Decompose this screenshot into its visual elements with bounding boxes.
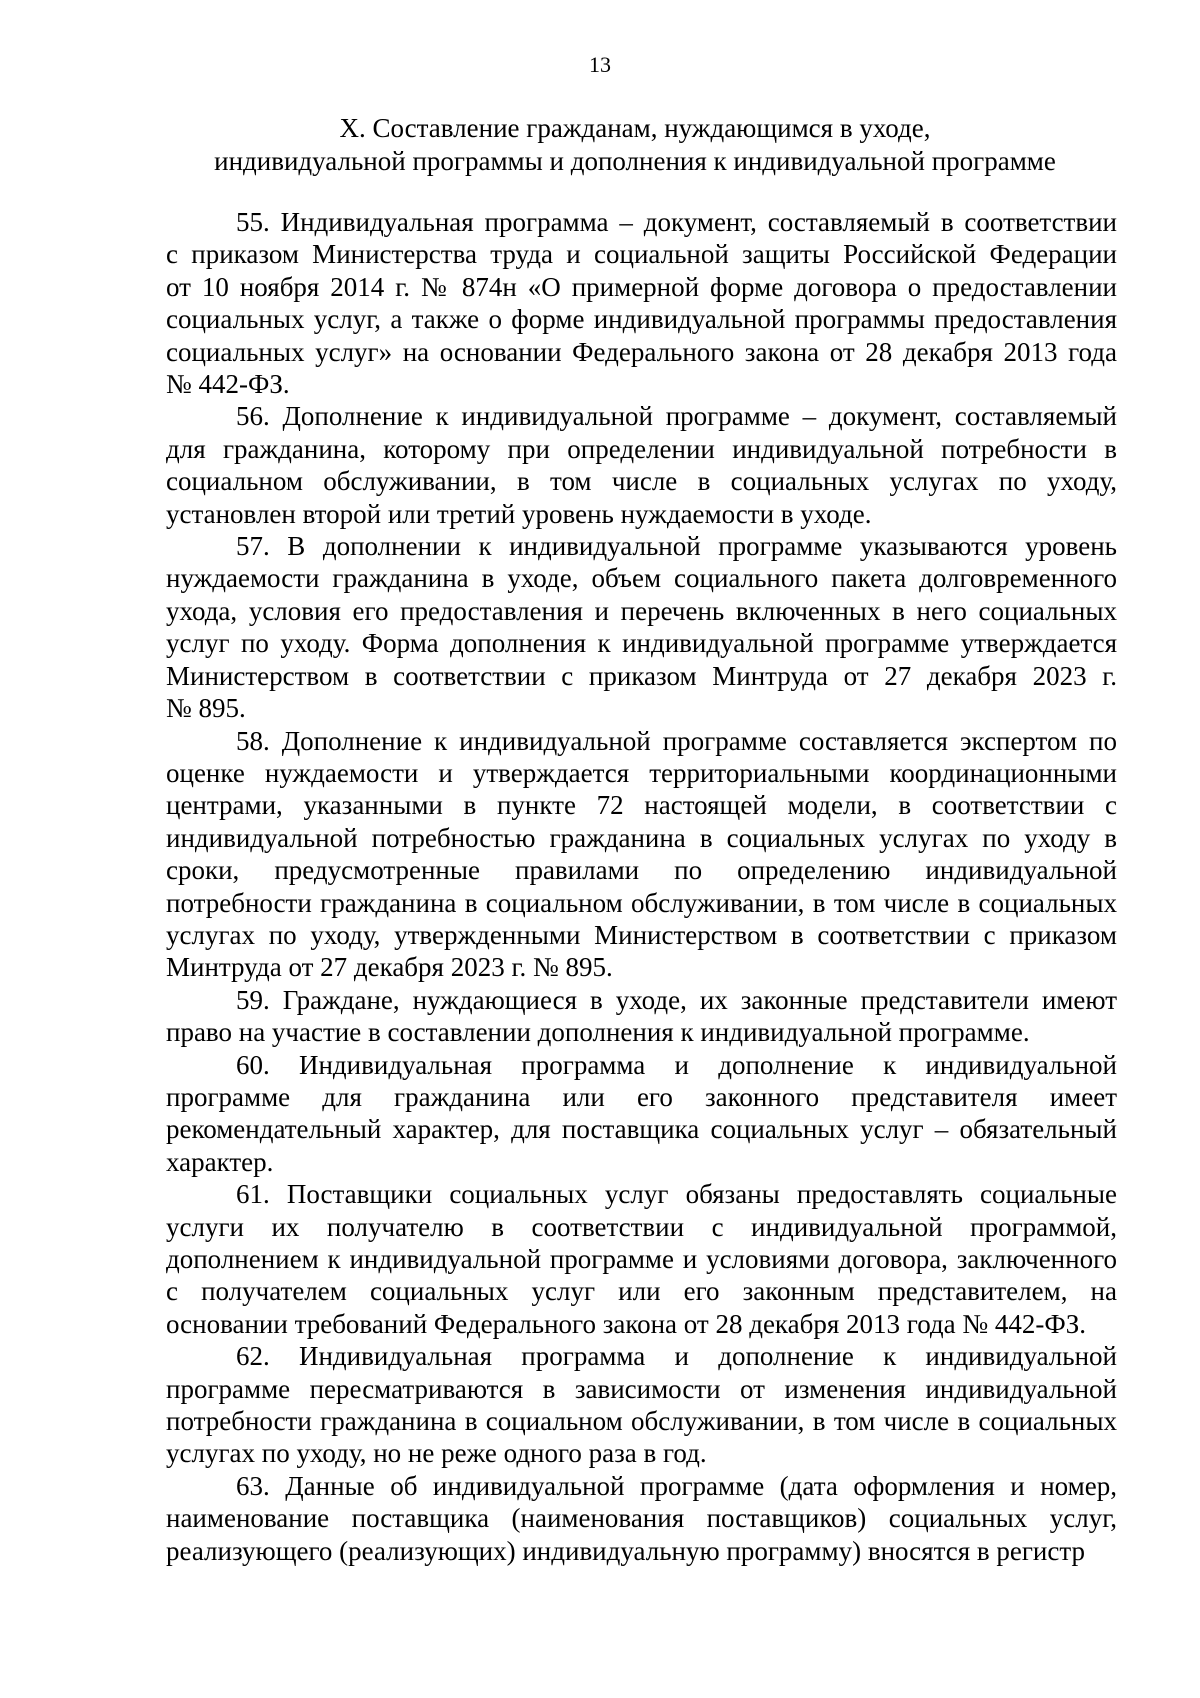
paragraph-line: реализующего (реализующих) индивидуальную программу) вносятся в регистр [166, 1535, 1085, 1566]
paragraph-line: наименование поставщика (наименования поставщиков) социальных услуг, [166, 1503, 1117, 1534]
paragraph-line: нуждаемости гражданина в уходе, объем социального пакета долговременного [166, 563, 1117, 594]
paragraph-line: 59. Граждане, нуждающиеся в уходе, их законные представители имеют [236, 984, 1117, 1015]
paragraph-line: от 10 ноября 2014 г. № 874н «О примерной форме договора о предоставлении [166, 271, 1117, 302]
paragraph-line: рекомендательный характер, для поставщика социальных услуг – обязательный [166, 1114, 1117, 1145]
section-heading [150, 112, 1120, 178]
document-body [166, 206, 1117, 1567]
paragraph-line: 61. Поставщики социальных услуг обязаны предоставлять социальные [236, 1179, 1117, 1210]
paragraph-line: 60. Индивидуальная программа и дополнение к индивидуальной [236, 1049, 1117, 1080]
paragraph-line: № 895. [166, 693, 246, 724]
paragraph [166, 1178, 1117, 1340]
paragraph-line: характер. [166, 1146, 274, 1177]
paragraph-line: 63. Данные об индивидуальной программе (дата оформления и номер, [236, 1470, 1117, 1501]
paragraph-line: право на участие в составлении дополнения к индивидуальной программе. [166, 1017, 1030, 1048]
paragraph-line: потребности гражданина в социальном обслуживании, в том числе в социальных [166, 1406, 1117, 1437]
paragraph-line: социальных услуг» на основании Федерального закона от 28 декабря 2013 года [166, 336, 1117, 367]
paragraph-line: услугах по уходу, но не реже одного раза в год. [166, 1438, 707, 1469]
paragraph [166, 1470, 1117, 1567]
paragraph-line: Минтруда от 27 декабря 2023 г. № 895. [166, 952, 613, 983]
paragraph-line: основании требований Федерального закона от 28 декабря 2013 года № 442-ФЗ. [166, 1308, 1086, 1339]
paragraph-line: социальных услуг, а также о форме индивидуальной программы предоставления [166, 304, 1117, 335]
paragraph [166, 400, 1117, 530]
paragraph-line: центрами, указанными в пункте 72 настоящей модели, в соответствии с [166, 790, 1117, 821]
paragraph-line: 55. Индивидуальная программа – документ, составляемый в соответствии [236, 207, 1117, 237]
paragraph-line: услуг по уходу. Форма дополнения к индивидуальной программе утверждается [166, 628, 1117, 659]
paragraph [166, 206, 1117, 400]
paragraph-line: № 442-ФЗ. [166, 369, 290, 400]
paragraph-line: сроки, предусмотренные правилами по определению индивидуальной [166, 855, 1117, 886]
paragraph-line: услуги их получателю в соответствии с индивидуальной программой, [166, 1211, 1117, 1242]
paragraph-line: ухода, условия его предоставления и перечень включенных в него социальных [166, 595, 1117, 626]
paragraph-line: программе пересматриваются в зависимости от изменения индивидуальной [166, 1373, 1117, 1404]
paragraph-line: дополнением к индивидуальной программе и условиями договора, заключенного [166, 1244, 1117, 1274]
paragraph-line: 62. Индивидуальная программа и дополнение к индивидуальной [236, 1341, 1117, 1372]
paragraph-line: 57. В дополнении к индивидуальной программе указываются уровень [236, 531, 1117, 562]
paragraph-line: социальном обслуживании, в том числе в социальных услугах по уходу, [166, 466, 1117, 497]
paragraph-line: Министерством в соответствии с приказом Минтруда от 27 декабря 2023 г. [166, 660, 1117, 691]
paragraph-line: с приказом Министерства труда и социальной защиты Российской Федерации [166, 239, 1117, 270]
paragraph-line: потребности гражданина в социальном обслуживании, в том числе в социальных [166, 887, 1117, 918]
paragraph [166, 1340, 1117, 1470]
section-heading-line: индивидуальной программы и дополнения к индивидуальной программе [214, 146, 1056, 176]
paragraph-line: программе для гражданина или его законного представителя имеет [166, 1081, 1117, 1112]
section-heading-line: X. Составление гражданам, нуждающимся в уходе, [339, 113, 931, 143]
paragraph-line: индивидуальной потребностью гражданина в социальных услугах по уходу в [166, 822, 1117, 853]
paragraph-line: услугах по уходу, утвержденными Министерством в соответствии с приказом [166, 919, 1117, 950]
paragraph [166, 984, 1117, 1049]
paragraph-line: для гражданина, которому при определении индивидуальной потребности в [166, 433, 1117, 464]
paragraph [166, 530, 1117, 724]
paragraph-line: 58. Дополнение к индивидуальной программе составляется экспертом по [236, 725, 1117, 756]
paragraph [166, 1049, 1117, 1179]
page-number: 13 [589, 52, 611, 77]
paragraph-line: установлен второй или третий уровень нуждаемости в уходе. [166, 498, 872, 529]
paragraph [166, 725, 1117, 984]
paragraph-line: оценке нуждаемости и утверждается территориальными координационными [166, 757, 1117, 788]
paragraph-line: 56. Дополнение к индивидуальной программе – документ, составляемый [236, 401, 1117, 432]
paragraph-line: с получателем социальных услуг или его законным представителем, на [166, 1276, 1117, 1307]
